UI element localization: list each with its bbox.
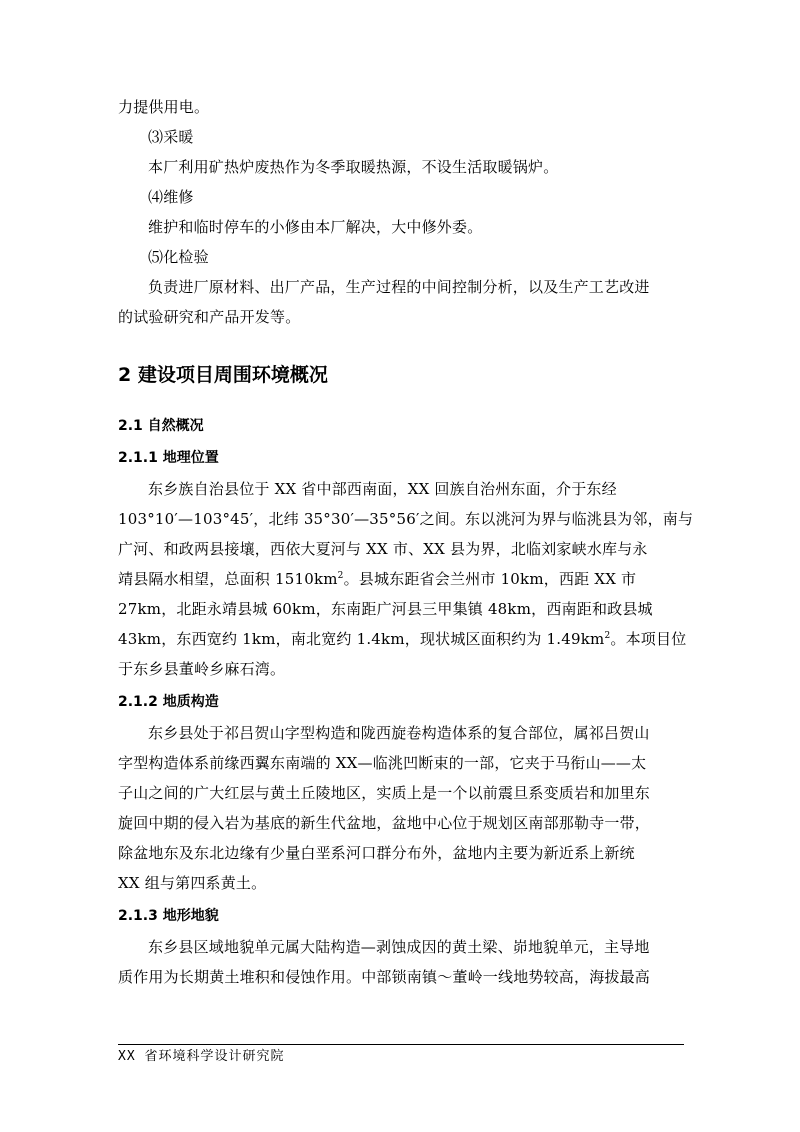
terrain-line-1: 东乡县区域地貌单元属大陆构造—剥蚀成因的黄土梁、峁地貌单元，主导地: [148, 938, 650, 956]
geology-line-4: 旋回中期的侵入岩为基底的新生代盆地，盆地中心位于规划区南部那勒寺一带，: [118, 814, 651, 832]
location-line-6a: 43km，东西宽约 1km，南北宽约 1.4km，现状城区面积约为 1.49km: [118, 630, 605, 648]
geology-line-3: 子山之间的广大红层与黄土丘陵地区，实质上是一个以前震旦系变质岩和加里东: [118, 784, 651, 802]
footer-divider: [118, 1044, 684, 1045]
item-maintenance-title: ⑷维修: [148, 188, 194, 206]
location-line-3: 广河、和政两县接壤，西依大夏河与 XX 市、XX 县为界，北临刘家峡水库与永: [118, 540, 648, 558]
item-lab-line-1: 负责进厂原材料、出厂产品，生产过程的中间控制分析，以及生产工艺改进: [148, 278, 650, 296]
item-lab-line-2: 的试验研究和产品开发等。: [118, 308, 301, 326]
location-line-2: 103°10′—103°45′，北纬 35°30′—35°56′之间。东以洮河为界与临洮县为邻，南与: [118, 510, 694, 528]
paragraph-continued: 力提供用电。: [118, 98, 210, 116]
page-body: [118, 92, 694, 992]
location-line-5: 27km，北距永靖县城 60km，东南距广河县三甲集镇 48km，西南距和政县城: [118, 600, 653, 618]
geology-line-5: 除盆地东及东北边缘有少量白垩系河口群分布外，盆地内主要为新近系上新统: [118, 844, 635, 862]
terrain-line-2: 质作用为长期黄土堆积和侵蚀作用。中部锁南镇～董岭一线地势较高，海拔最高: [118, 968, 651, 986]
geology-line-6: XX 组与第四系黄土。: [118, 874, 267, 892]
geology-line-1: 东乡县处于祁吕贺山字型构造和陇西旋卷构造体系的复合部位，属祁吕贺山: [148, 724, 650, 742]
item-heating-title: ⑶采暖: [148, 128, 194, 146]
location-line-4b: 。县城东距省会兰州市 10km，西距 XX 市: [343, 570, 637, 588]
location-paragraph: [118, 474, 694, 684]
item-maintenance-text: 维护和临时停车的小修由本厂解决，大中修外委。: [148, 218, 483, 236]
item-heating-text: 本厂利用矿热炉废热作为冬季取暖热源，不设生活取暖锅炉。: [148, 158, 559, 176]
footer-institution: XX 省环境科学设计研究院: [118, 1049, 285, 1064]
subsection-heading-geology: 2.1.2 地质构造: [118, 694, 219, 710]
item-lab-title: ⑸化检验: [148, 248, 209, 266]
geology-line-2: 字型构造体系前缘西翼东南端的 XX—临洮凹断束的一部，它夹于马衔山——太: [118, 754, 647, 772]
terrain-paragraph: [118, 932, 684, 992]
chapter-heading: 2 建设项目周围环境概况: [118, 364, 328, 386]
geology-paragraph: [118, 718, 684, 898]
location-line-6b: 。本项目位: [610, 630, 687, 648]
superscript-2: 2: [337, 571, 344, 581]
location-line-4a: 靖县隔水相望，总面积 1510km: [118, 570, 338, 588]
location-line-7: 于东乡县董岭乡麻石湾。: [118, 660, 286, 678]
location-line-6: [118, 624, 687, 654]
subsection-heading-terrain: 2.1.3 地形地貌: [118, 908, 219, 924]
superscript-2: 2: [604, 631, 611, 641]
item-lab-text: [118, 272, 684, 332]
location-line-1: 东乡族自治县位于 XX 省中部西南面，XX 回族自治州东面，介于东经: [148, 480, 617, 498]
subsection-heading-location: 2.1.1 地理位置: [118, 450, 219, 466]
location-line-4: [118, 564, 684, 594]
section-heading-natural: 2.1 自然概况: [118, 418, 204, 434]
